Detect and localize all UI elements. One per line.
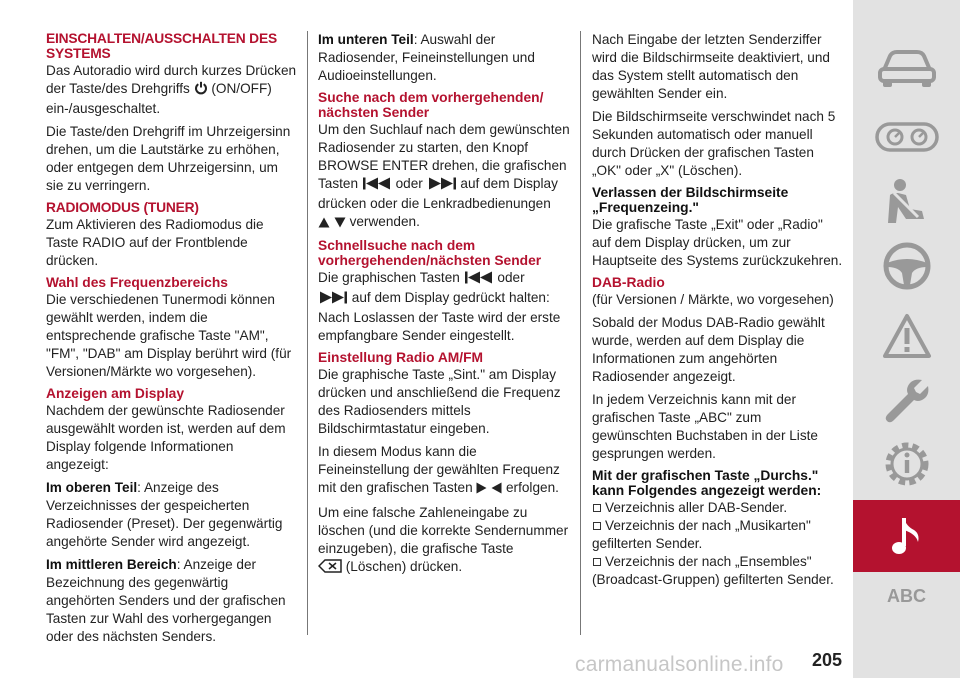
- page-number: 205: [812, 650, 843, 670]
- checkbox-square-icon: [593, 558, 601, 566]
- dashboard-icon[interactable]: [853, 101, 960, 173]
- paragraph-fast-search: Die graphischen Tasten oder auf dem Display gedrückt halten: Nach Loslassen der Taste wird der erste empfangbare Sender eingestellt.: [318, 270, 561, 343]
- paragraph-delete: Um eine falsche Zahleneingabe zu löschen (und die korrekte Sendernummer einzugeben), die grafische Taste (Löschen) drücken.: [318, 504, 570, 578]
- list-item: Verzeichnis der nach „Ensembles" (Broadcast-Gruppen) gefilterten Sender.: [592, 554, 834, 587]
- paragraph-am-fm: Die graphische Taste „Sint." am Display drücken und anschließend die Frequenz des Radiosenders mittels Bildschirmtastatur eingeben.: [318, 367, 561, 436]
- column-right: [592, 31, 844, 589]
- heading-display: Anzeigen am Display: [46, 386, 185, 401]
- arrow-down-icon: [334, 215, 346, 233]
- arrow-up-icon: [318, 215, 330, 233]
- checkbox-square-icon: [593, 522, 601, 530]
- heading-fast-search: Schnellsuche nach dem vorhergehenden/nächsten Sender: [318, 238, 542, 268]
- heading-leave-screen: Verlassen der Bildschirmseite „Frequenzeing.": [592, 185, 789, 215]
- skip-back-icon: [362, 177, 392, 195]
- column-divider: [580, 31, 581, 635]
- wrench-icon[interactable]: [853, 365, 960, 437]
- checkbox-square-icon: [593, 504, 601, 512]
- heading-frequency-band: Wahl des Frequenzbereichs: [46, 275, 228, 290]
- steering-wheel-icon[interactable]: [853, 230, 960, 302]
- chapter-sidebar: [853, 0, 960, 678]
- list-item: Verzeichnis der nach „Musikarten" gefilterten Sender.: [592, 518, 811, 551]
- heading-browse: Mit der grafischen Taste „Durchs." kann Folgendes angezeigt werden:: [592, 468, 822, 498]
- paragraph-system-power: Das Autoradio wird durch kurzes Drücken der Taste/des Drehgriffs (ON/OFF) ein-/ausgeschaltet.: [46, 63, 297, 116]
- watermark: carmanualsonline.info: [575, 653, 784, 676]
- skip-back-icon: [464, 271, 494, 289]
- paragraph-frequency-band: Die verschiedenen Tunermodi können gewählt werden, indem die entsprechende grafische Taste "AM", "FM", "DAB" am Display berührt wird (für Versionen/Märkte wo vorgesehen).: [46, 292, 292, 379]
- paragraph-search: Um den Suchlauf nach dem gewünschten Radiosender zu starten, den Knopf BROWSE ENTER drehen, die grafischen Tasten oder auf dem Display drücken oder die Lenkradbedienungen verwenden.: [318, 121, 570, 233]
- heading-system-on-off: EINSCHALTEN/AUSSCHALTEN DES SYSTEMS: [46, 31, 277, 61]
- paragraph-dab-mode: Sobald der Modus DAB-Radio gewählt wurde, werden auf dem Display die Informationen zum angehörten Radiosender angezeigt.: [592, 315, 825, 384]
- seat-belt-icon[interactable]: [853, 166, 960, 238]
- paragraph-radio-mode: Zum Aktivieren des Radiomodus die Taste RADIO auf der Frontblende drücken.: [46, 217, 264, 268]
- paragraph-screen-disappear: Die Bildschirmseite verschwindet nach 5 Sekunden automatisch oder manuell durch Drücken der grafischen Tasten „OK" oder „X" (Löschen).: [592, 109, 836, 178]
- arrow-left-icon: [491, 481, 502, 499]
- paragraph-upper-part: Im oberen Teil: Anzeige des Verzeichnisses der gespeicherten Radiosender (Preset). Der gegenwärtig angehörte Sender wird angezeigt.: [46, 480, 283, 549]
- paragraph-after-input: Nach Eingabe der letzten Senderziffer wird die Bildschirmseite deaktiviert, und das System stellt automatisch den gewählten Sender ein.: [592, 32, 830, 101]
- paragraph-middle-part: Im mittleren Bereich: Anzeige der Bezeichnung des gegenwärtig angehörten Senders und der grafischen Tasten zur Wahl des vorhergegangen oder des nächsten Senders.: [46, 557, 286, 644]
- power-icon: [194, 81, 208, 100]
- paragraph-dab-abc: In jedem Verzeichnis kann mit der grafischen Taste „ABC" zum gewünschten Buchstaben in der Liste gesprungen werden.: [592, 392, 818, 461]
- column-divider: [307, 31, 308, 635]
- heading-am-fm: Einstellung Radio AM/FM: [318, 350, 484, 365]
- paragraph-display: Nachdem der gewünschte Radiosender ausgewählt worden ist, werden auf dem Display folgende Informationen angezeigt:: [46, 403, 286, 472]
- music-note-icon[interactable]: [853, 500, 960, 572]
- paragraph-dab-versions: (für Versionen / Märkte, wo vorgesehen): [592, 292, 834, 307]
- paragraph-lower-part: Im unteren Teil: Auswahl der Radiosender, Feineinstellungen und Audioeinstellungen.: [318, 32, 535, 83]
- arrow-right-icon: [476, 481, 487, 499]
- heading-search: Suche nach dem vorhergehenden/ nächsten Sender: [318, 90, 544, 120]
- column-middle: [318, 31, 570, 583]
- paragraph-volume: Die Taste/den Drehgriff im Uhrzeigersinn drehen, um die Lautstärke zu erhöhen, oder entgegen dem Uhrzeigersinn, um sie zu verringern.: [46, 124, 291, 193]
- backspace-icon: [318, 559, 342, 578]
- info-gear-icon[interactable]: [853, 428, 960, 500]
- car-icon[interactable]: [853, 32, 960, 104]
- heading-radio-mode: RADIOMODUS (TUNER): [46, 200, 199, 215]
- index-label[interactable]: ABC: [887, 586, 926, 606]
- paragraph-fine-tuning: In diesem Modus kann die Feineinstellung der gewählten Frequenz mit den grafischen Tasten erfolgen.: [318, 443, 570, 499]
- column-left: [46, 31, 298, 651]
- skip-forward-icon: [427, 177, 457, 195]
- warning-triangle-icon[interactable]: [853, 300, 960, 372]
- paragraph-leave-screen: Die grafische Taste „Exit" oder „Radio" auf dem Display drücken, um zur Hauptseite des Systems zurückzukehren.: [592, 217, 843, 268]
- list-item: Verzeichnis aller DAB-Sender.: [592, 499, 844, 517]
- skip-forward-icon: [318, 291, 348, 309]
- heading-dab-radio: DAB-Radio: [592, 275, 665, 290]
